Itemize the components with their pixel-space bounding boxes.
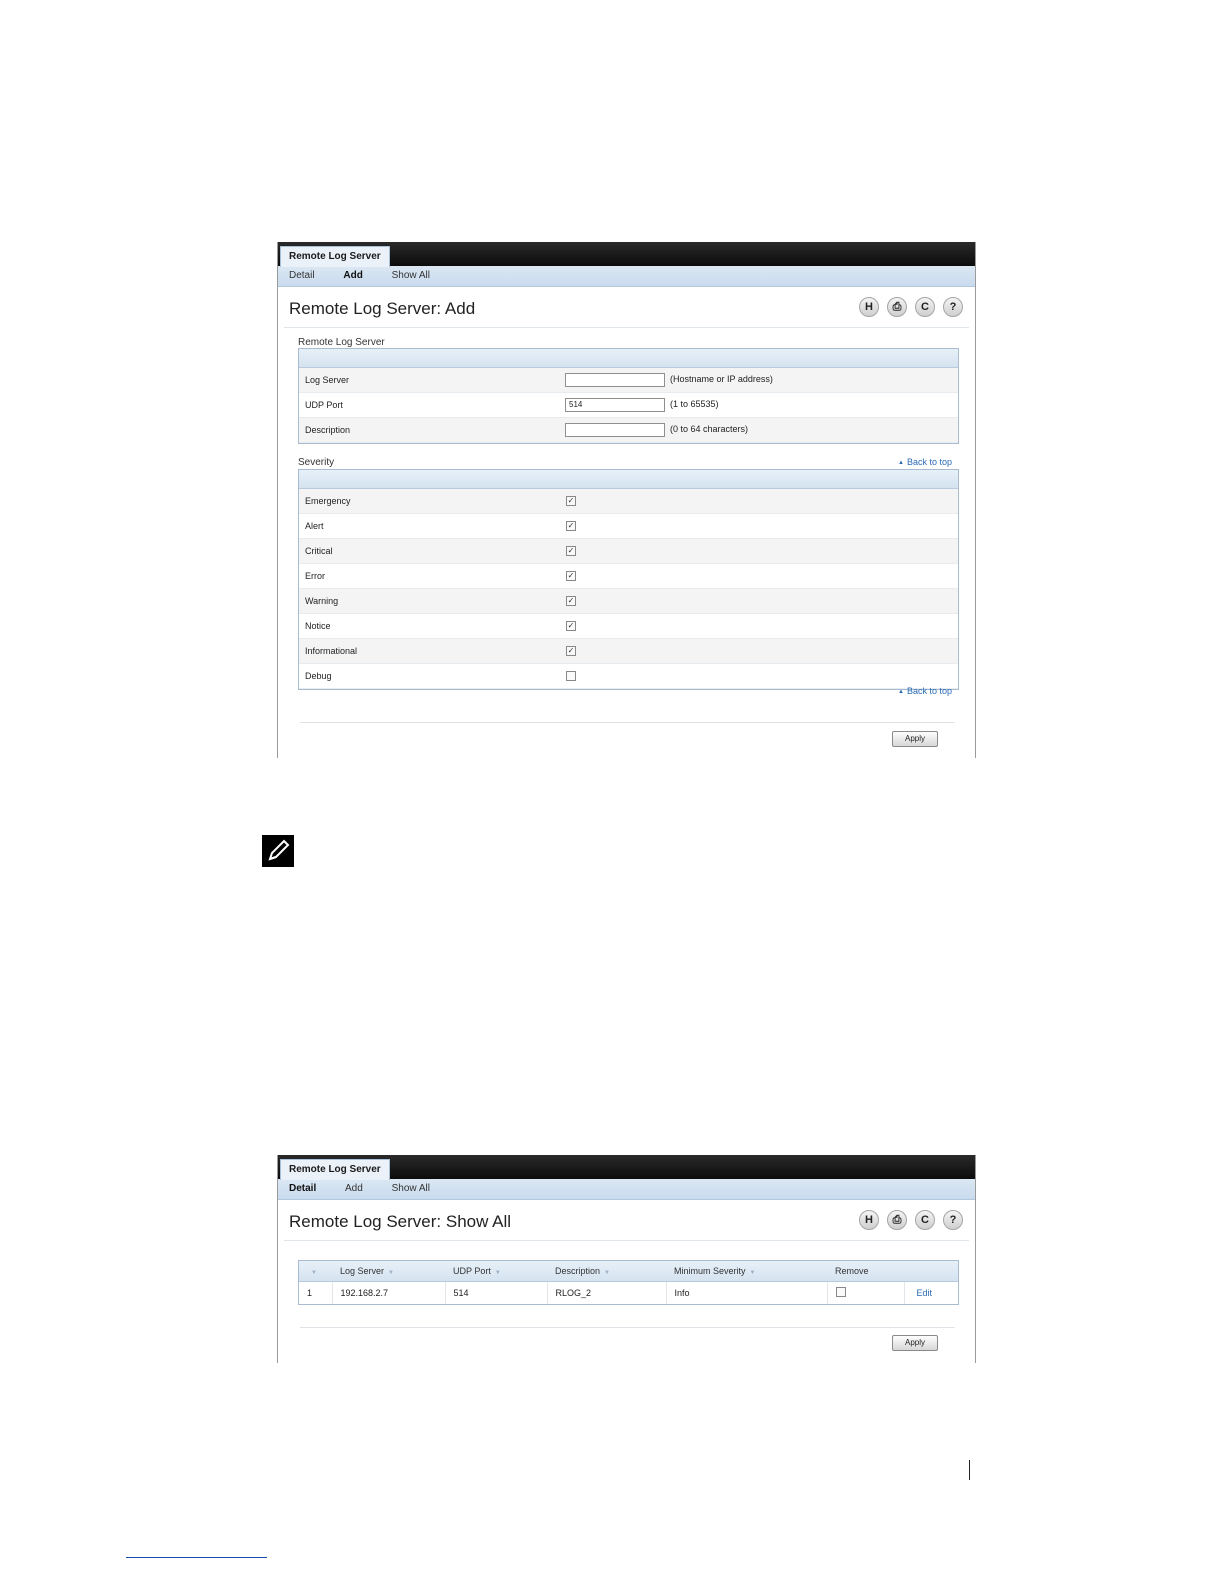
table-row <box>299 1282 958 1305</box>
sub-navigation <box>278 1179 975 1200</box>
description-hint: (0 to 64 characters) <box>670 424 749 434</box>
page-number-rule <box>969 1460 970 1480</box>
edit-column-header <box>904 1261 958 1282</box>
help-icon[interactable]: ? <box>943 1210 963 1230</box>
toolbar <box>859 297 963 317</box>
severity-row-debug <box>299 664 958 689</box>
divider <box>300 1327 955 1328</box>
severity-row-emergency <box>299 489 958 514</box>
nav-show-all[interactable]: Show All <box>391 270 430 281</box>
severity-label: Notice <box>305 621 331 631</box>
row-edit-cell <box>904 1282 958 1305</box>
severity-row-alert <box>299 514 958 539</box>
note-pencil-icon <box>262 835 294 867</box>
remote-log-server-form <box>298 348 959 444</box>
remote-log-server-show-all-panel <box>277 1155 976 1363</box>
severity-label: Debug <box>305 671 332 681</box>
save-icon[interactable]: H <box>859 1210 879 1230</box>
footnote-rule <box>126 1557 267 1558</box>
title-bar <box>278 242 975 266</box>
index-column-header[interactable]: ▼ <box>299 1261 332 1282</box>
log-servers-table <box>298 1260 959 1305</box>
severity-checkbox-critical[interactable]: ✓ <box>567 546 575 555</box>
severity-checkbox-emergency[interactable]: ✓ <box>567 496 575 505</box>
row-index: 1 <box>307 1288 313 1298</box>
apply-button[interactable]: Apply <box>892 731 938 747</box>
nav-add[interactable]: Add <box>345 1183 363 1194</box>
log-server-row <box>299 368 958 393</box>
description-label: Description <box>305 425 351 435</box>
severity-section-label: Severity <box>298 457 335 468</box>
severity-label: Alert <box>305 521 324 531</box>
severity-row-warning <box>299 589 958 614</box>
remote-log-server-tab[interactable]: Remote Log Server <box>280 1159 390 1180</box>
print-icon[interactable]: ⎙ <box>887 1210 907 1230</box>
refresh-icon[interactable]: C <box>915 1210 935 1230</box>
page-title: Remote Log Server: Show All <box>289 1212 512 1231</box>
page-header <box>284 287 969 328</box>
description-input[interactable] <box>565 423 665 437</box>
sub-navigation <box>278 266 975 287</box>
form-header <box>299 349 958 368</box>
severity-form <box>298 469 959 690</box>
row-log-server: 192.168.2.7 <box>332 1282 445 1305</box>
severity-label: Critical <box>305 546 333 556</box>
severity-checkbox-debug[interactable] <box>566 671 576 681</box>
description-row <box>299 418 958 443</box>
severity-row-error <box>299 564 958 589</box>
log-server-column-header[interactable]: Log Server ▼ <box>332 1261 445 1282</box>
remote-log-server-add-panel <box>277 242 976 758</box>
minimum-severity-column-header[interactable]: Minimum Severity ▼ <box>666 1261 827 1282</box>
severity-checkbox-error[interactable]: ✓ <box>567 571 575 580</box>
severity-row-informational <box>299 639 958 664</box>
remote-log-server-tab[interactable]: Remote Log Server <box>280 246 390 267</box>
row-udp-port: 514 <box>445 1282 547 1305</box>
remove-checkbox[interactable] <box>836 1287 846 1297</box>
toolbar <box>859 1210 963 1230</box>
back-to-top-link[interactable]: ▲ Back to top <box>898 457 952 467</box>
log-server-label: Log Server <box>305 375 350 385</box>
severity-checkbox-informational[interactable]: ✓ <box>567 646 575 655</box>
severity-row-critical <box>299 539 958 564</box>
severity-label: Emergency <box>305 496 351 506</box>
refresh-icon[interactable]: C <box>915 297 935 317</box>
severity-checkbox-warning[interactable]: ✓ <box>567 596 575 605</box>
severity-header <box>299 470 958 489</box>
title-bar <box>278 1155 975 1179</box>
nav-detail[interactable]: Detail <box>289 1183 317 1194</box>
remove-column-header: Remove <box>827 1261 904 1282</box>
udp-port-column-header[interactable]: UDP Port ▼ <box>445 1261 547 1282</box>
nav-show-all[interactable]: Show All <box>391 1183 430 1194</box>
description-column-header[interactable]: Description ▼ <box>547 1261 666 1282</box>
udp-port-input[interactable]: 514 <box>565 398 665 412</box>
print-icon[interactable]: ⎙ <box>887 297 907 317</box>
udp-port-row <box>299 393 958 418</box>
severity-label: Error <box>305 571 325 581</box>
page-header <box>284 1200 969 1241</box>
log-server-input[interactable] <box>565 373 665 387</box>
divider <box>300 722 955 723</box>
nav-detail[interactable]: Detail <box>289 270 315 281</box>
severity-checkbox-notice[interactable]: ✓ <box>567 621 575 630</box>
back-to-top-link-bottom[interactable]: ▲ Back to top <box>898 686 952 696</box>
udp-port-hint: (1 to 65535) <box>670 399 719 409</box>
help-icon[interactable]: ? <box>943 297 963 317</box>
udp-port-label: UDP Port <box>305 400 343 410</box>
severity-checkbox-alert[interactable]: ✓ <box>567 521 575 530</box>
severity-label: Warning <box>305 596 339 606</box>
row-remove-cell <box>827 1282 904 1305</box>
page-title: Remote Log Server: Add <box>289 299 476 318</box>
severity-row-notice <box>299 614 958 639</box>
nav-add[interactable]: Add <box>343 270 363 281</box>
severity-label: Informational <box>305 646 358 656</box>
apply-button[interactable]: Apply <box>892 1335 938 1351</box>
save-icon[interactable]: H <box>859 297 879 317</box>
row-description: RLOG_2 <box>547 1282 666 1305</box>
edit-link[interactable]: Edit <box>916 1288 932 1298</box>
log-server-hint: (Hostname or IP address) <box>670 374 773 384</box>
remote-log-server-section-label: Remote Log Server <box>298 337 385 348</box>
row-minimum-severity: Info <box>666 1282 827 1305</box>
